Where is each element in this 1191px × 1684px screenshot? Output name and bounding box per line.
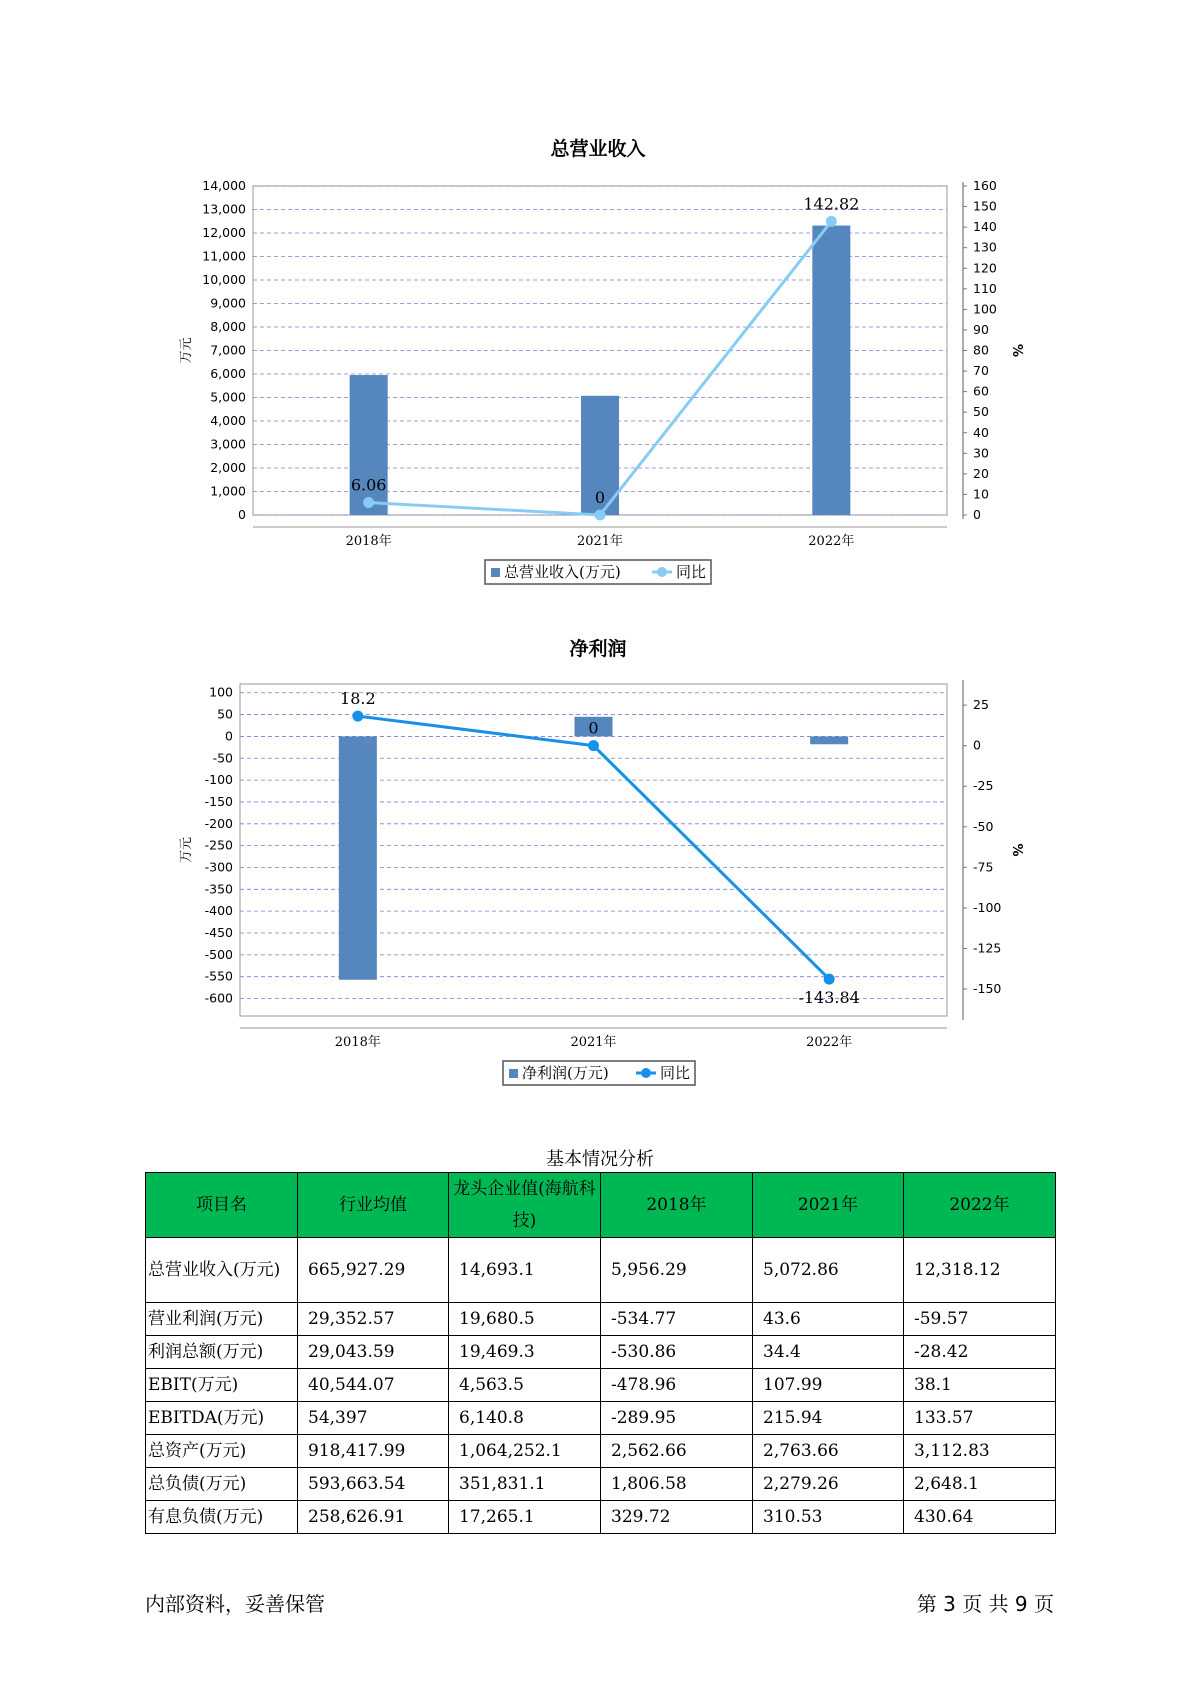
table-cell: 4,563.5 [449,1369,601,1402]
table-row [146,1238,1056,1303]
right-tick-label: -100 [973,899,1002,915]
right-tick-label: 25 [973,697,989,713]
row-label: EBIT(万元) [146,1369,298,1402]
right-tick-label: -50 [973,818,994,834]
point-label: 0 [594,488,606,507]
table-cell: 430.64 [904,1501,1056,1534]
right-tick-label: 20 [973,465,989,481]
legend-line-marker [641,1068,651,1078]
left-tick-label: 14,000 [202,178,246,193]
row-label: 总资产(万元) [146,1435,298,1468]
left-tick-label: 50 [217,706,233,722]
bar [812,226,850,515]
chart-title: 净利润 [569,638,627,660]
line-point [595,510,606,521]
header-2021: 2021年 [753,1173,904,1238]
chart-title: 总营业收入 [550,138,646,160]
table-cell: 258,626.91 [298,1501,449,1534]
x-tick-label: 2021年 [570,1035,617,1050]
right-axis-label: % [1009,343,1024,358]
header-leader-value: 龙头企业值(海航科技) [449,1173,601,1238]
table-cell: 14,693.1 [449,1238,601,1303]
table-cell: 329.72 [601,1501,753,1534]
left-tick-label: -200 [204,815,233,831]
table-cell: -534.77 [601,1303,753,1336]
right-tick-label: 90 [973,321,989,337]
right-tick-label: -150 [973,981,1002,997]
point-label: 0 [588,718,599,738]
left-tick-label: -500 [204,946,233,962]
right-tick-label: 30 [973,445,989,461]
line-point [363,497,374,508]
table-cell: 918,417.99 [298,1435,449,1468]
right-axis-label: % [1009,843,1024,857]
table-cell: 19,680.5 [449,1303,601,1336]
right-tick-label: -75 [973,859,994,875]
right-tick-label: 80 [973,342,989,358]
left-tick-label: -50 [212,750,233,766]
table-cell: 3,112.83 [904,1435,1056,1468]
revenue-chart [0,130,1191,610]
table-row [146,1336,1056,1369]
left-tick-label: 0 [238,507,246,522]
right-tick-label: -125 [973,940,1002,956]
header-item-name: 项目名 [146,1173,298,1238]
legend-line-marker [657,567,667,577]
left-tick-label: -550 [204,968,233,984]
left-tick-label: 5,000 [210,389,246,405]
table-cell: 29,352.57 [298,1303,449,1336]
table-cell: 2,279.26 [753,1468,904,1501]
left-tick-label: 0 [225,728,233,744]
right-tick-label: 130 [973,239,997,255]
table-cell: 12,318.12 [904,1238,1056,1303]
right-tick-label: 70 [973,363,989,379]
basic-analysis-table [145,1172,1056,1534]
net-profit-chart [0,630,1191,1100]
table-row [146,1435,1056,1468]
left-tick-label: 3,000 [210,436,246,452]
left-tick-label: 11,000 [202,248,246,264]
table-cell: 2,562.66 [601,1435,753,1468]
right-tick-label: 40 [973,424,989,440]
table-caption: 基本情况分析 [546,1149,654,1170]
footer-page-number: 第 3 页 共 9 页 [916,1592,1054,1616]
left-tick-label: 100 [209,684,233,700]
left-tick-label: 9,000 [210,295,246,311]
table-cell: 2,763.66 [753,1435,904,1468]
right-tick-label: 0 [973,507,981,522]
left-tick-label: -300 [204,859,233,875]
left-tick-label: -450 [204,925,233,940]
header-industry-avg: 行业均值 [298,1173,449,1238]
left-tick-label: 4,000 [210,413,246,428]
bar [810,736,848,744]
left-axis-label: 万元 [179,337,194,364]
line-point [826,216,837,227]
right-tick-label: 10 [973,486,989,502]
table-row [146,1468,1056,1501]
legend-bar-swatch [509,1069,518,1078]
table-row [146,1501,1056,1534]
left-tick-label: 8,000 [210,319,246,334]
right-tick-label: 100 [973,301,997,317]
left-tick-label: 1,000 [210,483,246,499]
table-cell: 310.53 [753,1501,904,1534]
left-tick-label: 6,000 [210,366,246,381]
left-tick-label: -100 [204,772,233,788]
table-row [146,1402,1056,1435]
bar [339,736,377,979]
right-tick-label: -25 [973,778,994,794]
right-tick-label: 140 [973,219,997,235]
right-tick-label: 120 [973,260,997,276]
table-cell: 665,927.29 [298,1238,449,1303]
table-cell: 133.57 [904,1402,1056,1435]
legend-bar-swatch [491,568,500,577]
table-cell: 38.1 [904,1369,1056,1402]
left-tick-label: -400 [204,903,233,919]
table-cell: 593,663.54 [298,1468,449,1501]
right-tick-label: 110 [973,280,997,296]
table-cell: 54,397 [298,1402,449,1435]
right-tick-label: 150 [973,198,997,214]
table-cell: 19,469.3 [449,1336,601,1369]
table-cell: 34.4 [753,1336,904,1369]
left-tick-label: 7,000 [210,342,246,358]
x-tick-label: 2018年 [345,534,392,549]
left-axis-label: 万元 [179,836,194,864]
header-2018: 2018年 [601,1173,753,1238]
legend-line-label: 同比 [660,1064,691,1082]
row-label: 有息负债(万元) [146,1501,298,1534]
table-cell: -530.86 [601,1336,753,1369]
legend-bar-label: 总营业收入(万元) [504,563,621,581]
legend-bar-label: 净利润(万元) [522,1064,609,1082]
line-point [352,711,363,722]
header-2022: 2022年 [904,1173,1056,1238]
line-point [588,740,599,751]
point-label: 6.06 [350,475,387,495]
footer-confidential-note: 内部资料，妥善保管 [145,1592,325,1616]
table-cell: 43.6 [753,1303,904,1336]
right-tick-label: 50 [973,404,989,420]
x-tick-label: 2022年 [806,1035,853,1050]
x-tick-label: 2022年 [808,534,855,549]
left-tick-label: 10,000 [202,272,246,287]
table-cell: -59.57 [904,1303,1056,1336]
right-tick-label: 160 [973,178,997,193]
row-label: 总负债(万元) [146,1468,298,1501]
table-row [146,1303,1056,1336]
table-cell: -289.95 [601,1402,753,1435]
left-tick-label: -350 [204,881,233,897]
table-cell: 215.94 [753,1402,904,1435]
table-row [146,1369,1056,1402]
table-header-row [146,1173,1056,1238]
x-tick-label: 2018年 [334,1035,381,1050]
table-cell: 1,064,252.1 [449,1435,601,1468]
left-tick-label: -250 [204,837,233,853]
legend-line-label: 同比 [676,563,707,581]
table-cell: 29,043.59 [298,1336,449,1369]
table-cell: 6,140.8 [449,1402,601,1435]
table-cell: 5,072.86 [753,1238,904,1303]
row-label: EBITDA(万元) [146,1402,298,1435]
left-tick-label: 2,000 [210,460,246,475]
right-tick-label: 0 [973,737,981,753]
right-tick-label: 60 [973,383,989,399]
point-label: -143.84 [798,988,860,1008]
left-tick-label: 13,000 [202,201,246,217]
table-cell: 5,956.29 [601,1238,753,1303]
line-point [824,974,835,985]
left-tick-label: -600 [204,990,233,1006]
table-cell: 107.99 [753,1369,904,1402]
table-cell: 2,648.1 [904,1468,1056,1501]
row-label: 营业利润(万元) [146,1303,298,1336]
table-cell: -478.96 [601,1369,753,1402]
row-label: 总营业收入(万元) [146,1238,298,1303]
table-cell: 17,265.1 [449,1501,601,1534]
table-cell: -28.42 [904,1336,1056,1369]
table-cell: 351,831.1 [449,1468,601,1501]
left-tick-label: 12,000 [202,225,246,240]
row-label: 利润总额(万元) [146,1336,298,1369]
left-tick-label: -150 [204,793,233,809]
x-tick-label: 2021年 [576,534,624,549]
point-label: 18.2 [340,689,376,709]
point-label: 142.82 [803,194,860,214]
table-cell: 1,806.58 [601,1468,753,1501]
table-cell: 40,544.07 [298,1369,449,1402]
